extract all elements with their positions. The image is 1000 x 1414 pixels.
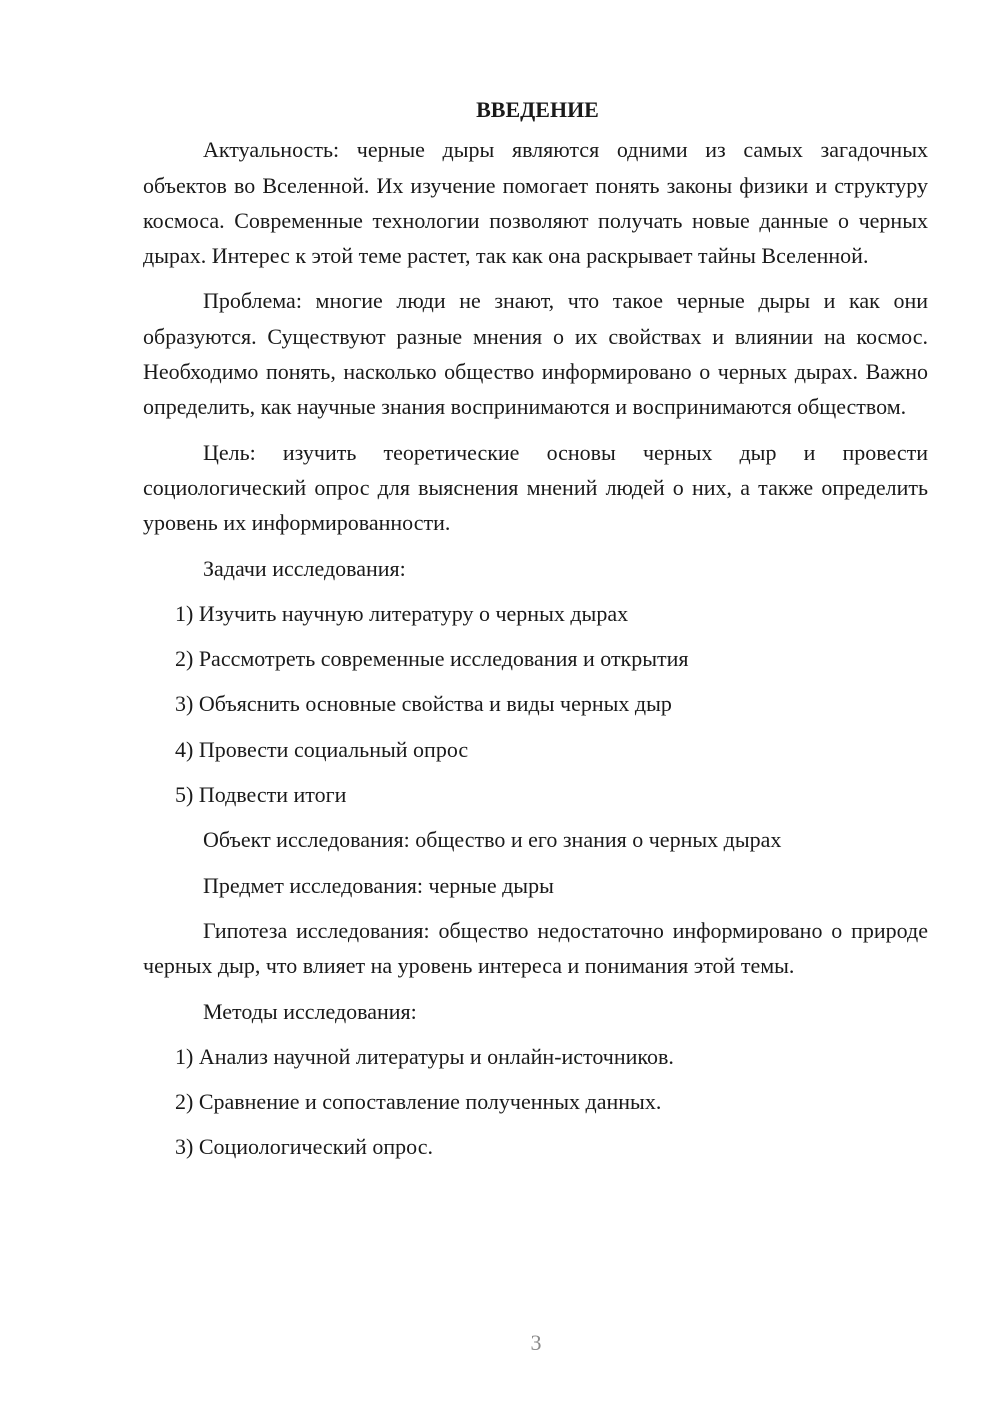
method-item: 2) Сравнение и сопоставление полученных данных. xyxy=(175,1089,662,1115)
object-line: Объект исследования: общество и его знания о черных дырах xyxy=(203,827,782,853)
hypothesis-paragraph: Гипотеза исследования: общество недостаточно информировано о природе черных дыр, что влияет на уровень интереса и понимания этой темы. xyxy=(143,917,928,979)
task-item: 1) Изучить научную литературу о черных дырах xyxy=(175,600,629,626)
task-item: 4) Провести социальный опрос xyxy=(175,736,469,762)
section-heading: ВВЕДЕНИЕ xyxy=(476,97,599,122)
method-item: 3) Социологический опрос. xyxy=(175,1134,433,1160)
method-item: 1) Анализ научной литературы и онлайн-источников. xyxy=(175,1043,674,1069)
page-number: 3 xyxy=(530,1330,542,1355)
goal-paragraph: Цель: изучить теоретические основы черных дыр и провести социологический опрос для выяснения мнений людей о них, а также определить уровень их информированности. xyxy=(143,439,928,536)
task-item: 3) Объяснить основные свойства и виды черных дыр xyxy=(175,691,672,717)
relevance-paragraph: Актуальность: черные дыры являются одними из самых загадочных объектов во Вселенной. Их изучение помогает понять законы физики и структуру космоса. Современные технологии позволяют получать новые данные о черных дырах. Интерес к этой теме растет, так как она раскрывает тайны Вселенной. xyxy=(143,137,928,269)
tasks-title: Задачи исследования: xyxy=(203,555,406,581)
page-content xyxy=(143,92,928,1175)
problem-paragraph: Проблема: многие люди не знают, что такое черные дыры и как они образуются. Существуют разные мнения о их свойствах и влиянии на космос. Необходимо понять, насколько общество информировано о черных дырах. Важно определить, как научные знания воспринимаются и воспринимаются обществом. xyxy=(143,288,928,420)
task-item: 5) Подвести итоги xyxy=(175,782,347,808)
task-item: 2) Рассмотреть современные исследования и открытия xyxy=(175,646,689,672)
subject-line: Предмет исследования: черные дыры xyxy=(203,872,554,898)
methods-title: Методы исследования: xyxy=(203,998,417,1024)
